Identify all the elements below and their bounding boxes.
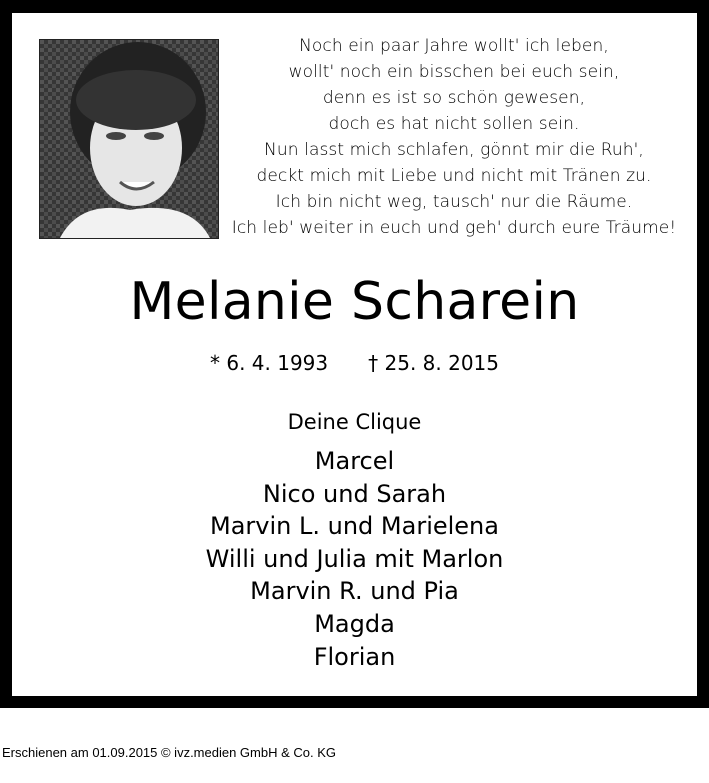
poem-line: Nun lasst mich schlafen, gönnt mir die Ruh',	[264, 140, 644, 160]
poem-line: denn es ist so schön gewesen,	[322, 88, 586, 108]
mourners-list	[12, 445, 697, 673]
poem-line: wollt' noch ein bisschen bei euch sein,	[288, 62, 620, 82]
poem-line: Ich leb' weiter in euch und geh' durch eure Träume!	[231, 218, 677, 238]
mourner-line: Magda	[314, 609, 395, 638]
death-date: † 25. 8. 2015	[368, 351, 499, 375]
portrait-photo	[39, 39, 219, 239]
mourner-line: Marvin L. und Marielena	[210, 512, 499, 541]
mourner-line: Marvin R. und Pia	[250, 577, 459, 606]
mourner-line: Willi und Julia mit Marlon	[205, 544, 504, 573]
poem-line: Ich bin nicht weg, tausch' nur die Räume.	[275, 192, 633, 212]
notice-content	[12, 13, 697, 696]
deceased-name: Melanie Scharein	[129, 272, 580, 332]
memorial-poem	[224, 33, 684, 241]
life-dates	[12, 349, 697, 377]
mourner-line: Marcel	[314, 447, 395, 475]
mourner-line: Nico und Sarah	[262, 479, 447, 508]
mourner-line: Florian	[313, 642, 396, 671]
publication-footer: Erschienen am 01.09.2015 © ivz.medien GmbH & Co. KG	[2, 745, 337, 760]
poem-line: doch es hat nicht sollen sein.	[328, 114, 580, 134]
signature-intro: Deine Clique	[287, 410, 422, 434]
poem-line: deckt mich mit Liebe und nicht mit Tränen zu.	[256, 166, 652, 186]
poem-line: Noch ein paar Jahre wollt' ich leben,	[299, 36, 609, 56]
birth-date: * 6. 4. 1993	[210, 351, 329, 375]
